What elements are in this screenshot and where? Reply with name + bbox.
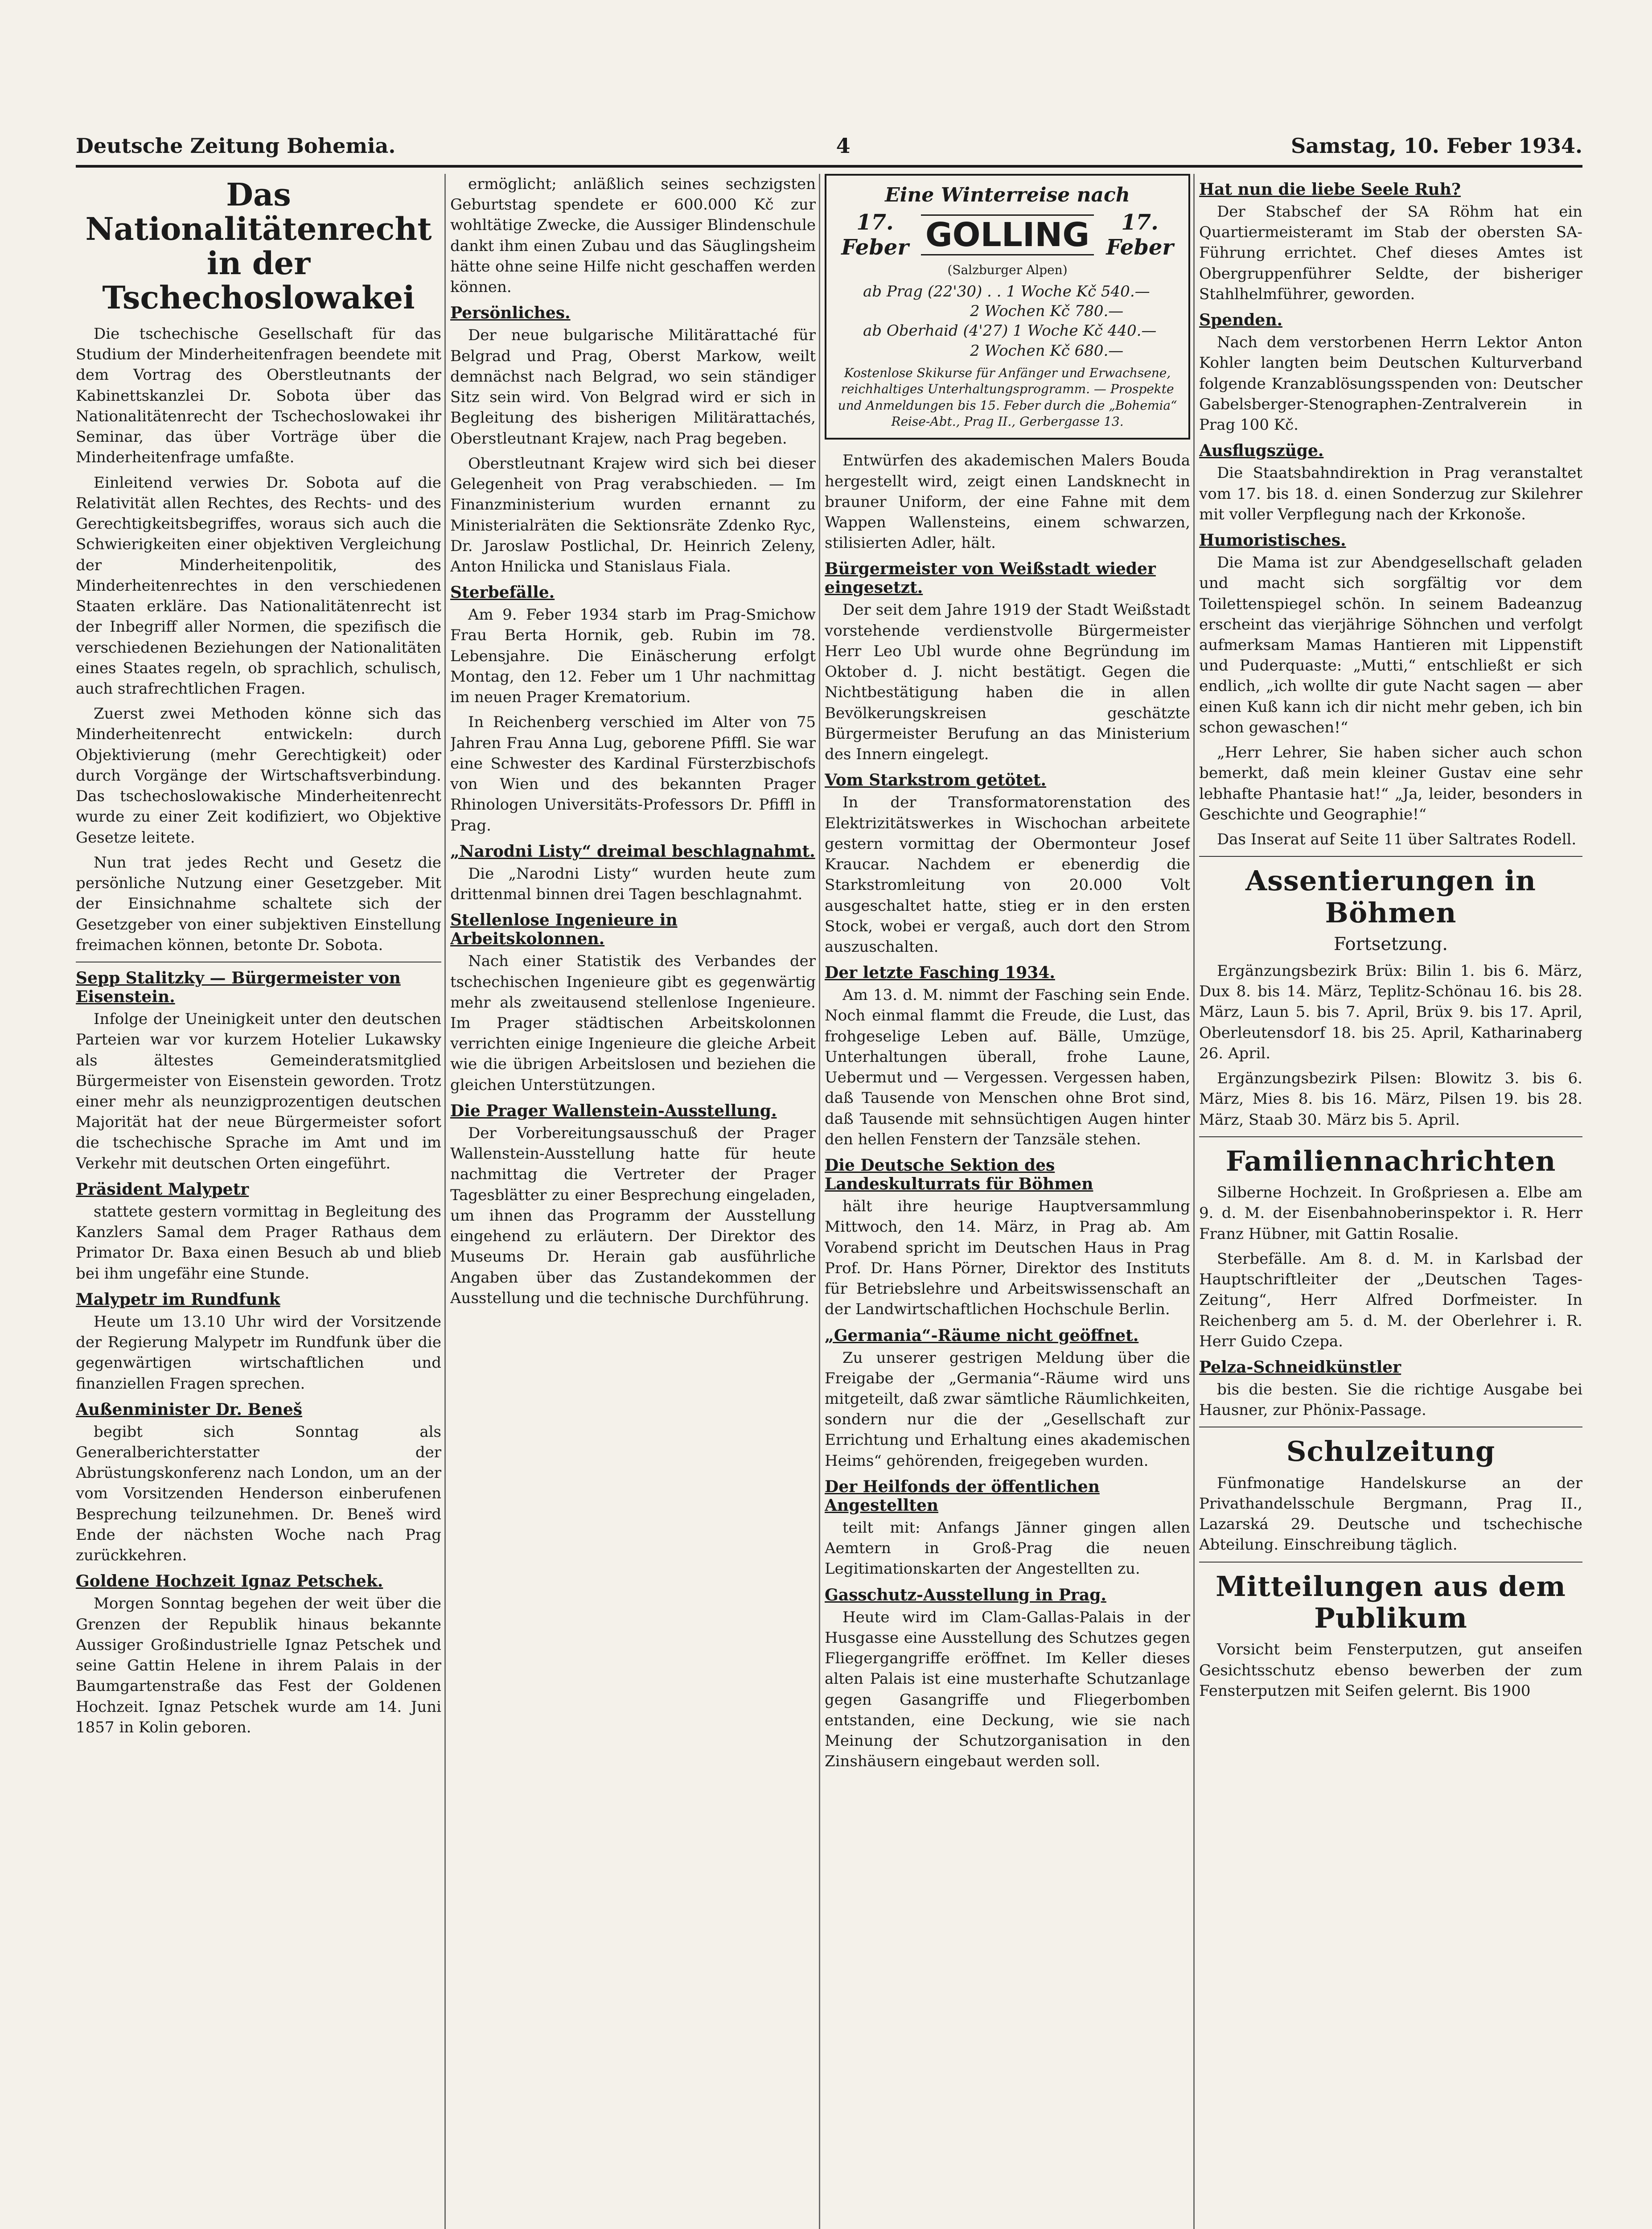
section-heading: Persönliches. — [450, 304, 571, 323]
section-heading: Sterbefälle. — [450, 583, 555, 602]
article-paragraph: Nach dem verstorbenen Herrn Lektor Anton Kohler langten beim Deutschen Kulturverband folgende Kranzablösungsspenden von: Deutscher Gabelsberger-Stenographen-Zentralverein in Prag 100 Kč. — [1199, 333, 1582, 434]
section-subtitle: Fortsetzung. — [1333, 934, 1448, 954]
article-lead: Die tschechische Gesellschaft für das Studium der Minderheitenfragen beendete mit dem Vortrag des Oberstleutnants der Kabinettskanzlei Dr. Sobota über das Nationalitätenrecht der Tschechoslowakei ihr Seminar, das über Vorträge über die Minderheitenfrage umfaßte. — [76, 325, 441, 467]
section-heading: Vom Starkstrom getötet. — [825, 771, 1047, 790]
article-paragraph: stattete gestern vormittag in Begleitung des Kanzlers Samal dem Prager Rathaus dem Primator Dr. Baxa einen Besuch ab und blieb bei ihm ungefähr eine Stunde. — [76, 1202, 441, 1283]
section-heading: „Narodni Listy“ dreimal beschlagnahmt. — [450, 842, 815, 861]
section-title-mitteilungen: Mitteilungen aus dem Publikum — [1216, 1570, 1566, 1634]
article-paragraph: Einleitend verwies Dr. Sobota auf die Relativität allen Rechtes, des Rechts- und des Gerechtigkeitsbegriffes, woraus sich auch die Schwierigkeiten einer objektiven Vergleichung der Minderheitenpolitik, des Minderheitenrechtes in den verschiedenen Staaten erkläre. Das Nationalitätenrecht ist der Inbegriff aller Normen, die spezifisch die verschiedenen Beziehungen der Nationalitäten eines Staates regeln, ob sprachlich, schulisch, auch strafrechtlichen Fragen. — [76, 473, 441, 698]
article-paragraph: Zu unserer gestrigen Meldung über die Freigabe der „Germania“-Räume wird uns mitgeteilt, daß zwar sämtliche Räumlichkeiten, sondern nur die der „Gesellschaft zur Errichtung und Erhaltung eines akademischen Heims“ gehörenden, freigegeben wurden. — [825, 1349, 1190, 1470]
section-heading: „Germania“-Räume nicht geöffnet. — [825, 1326, 1139, 1345]
section-heading: Pelza-Schneidkünstler — [1199, 1357, 1401, 1377]
section-heading: Humoristisches. — [1199, 531, 1346, 550]
section-title-schulzeitung: Schulzeitung — [1286, 1435, 1496, 1468]
article-paragraph: Ergänzungsbezirk Brüx: Bilin 1. bis 6. März, Dux 8. bis 14. März, Teplitz-Schönau 16. bis 28. März, Laun 5. bis 7. April, Brüx 9. bis 17. April, Oberleutensdorf 18. bis 25. April, Katharinaberg 26. April. — [1199, 962, 1582, 1062]
masthead — [76, 129, 1582, 158]
divider — [1199, 1136, 1582, 1137]
article-paragraph: Oberstleutnant Krajew wird sich bei dieser Gelegenheit von Prag verabschieden. — Im Finanzministerium wurden ernannt zu Ministerialräten die Sektionsräte Zdenko Ryc, Dr. Jaroslaw Postlichal, Dr. Heinrich Zeleny, Anton Hnilicka und Stanislaus Fiala. — [450, 454, 816, 576]
article-paragraph: Vorsicht beim Fensterputzen, gut anseifen Gesichtsschutz ebenso bewerben der zum Fensterputzen mit Seifen gelernt. Bis 1900 — [1199, 1641, 1582, 1700]
article-paragraph: Der neue bulgarische Militärattaché für Belgrad und Prag, Oberst Markow, weilt demnächst nach Belgrad, wo sein ständiger Sitz sein wird. Von Belgrad wird er sich in Begleitung des bisherigen Militärattachés, Oberstleutnant Krajew, nach Prag begeben. — [450, 326, 816, 448]
section-heading: Die Prager Wallenstein-Ausstellung. — [450, 1101, 777, 1120]
section-heading: Spenden. — [1199, 311, 1283, 330]
section-heading: Präsident Malypetr — [76, 1180, 249, 1199]
ad-price-line: ab Prag (22'30) . . 1 Woche Kč 540.— — [863, 283, 1150, 300]
ad-footer: Kostenlose Skikurse für Anfänger und Erwachsene, reichhaltiges Unterhaltungsprogramm. — Prospekte und Anmeldungen bis 15. Feber durch die „Bohemia“ Reise-Abt., Prag II., Gerbergasse 13. — [838, 365, 1177, 429]
page-number: 4 — [836, 134, 851, 158]
article-paragraph: Zuerst zwei Methoden könne sich das Minderheitenrecht entwickeln: durch Objektivierung (mehr Gerechtigkeit) oder durch Vorgänge der Wirtschaftsverbindung. Das tschechoslowakische Minderheitenrecht wurde zu einer Zeit kodifiziert, wo Objektive Gesetze leitete. — [76, 705, 441, 847]
article-paragraph: Der Vorbereitungsausschuß der Prager Wallenstein-Ausstellung hatte für heute nachmittag die Vertreter der Prager Tagesblätter zu einer Besprechung eingeladen, um ihnen das Programm der Ausstellung eingehend zu erläutern. Der Direktor des Museums Dr. Herain gab ausführliche Angaben über das Zustandekommen der Ausstellung und die technische Durchführung. — [450, 1124, 816, 1307]
ad-destination: GOLLING — [921, 214, 1094, 255]
ad-date-right: 17. Feber — [1106, 210, 1174, 260]
article-paragraph: Morgen Sonntag begehen der weit über die Grenzen der Republik hinaus bekannte Aussiger Großindustrielle Ignaz Petschek und seine Gattin Helene in ihrem Palais in der Baumgartenstraße das Fest der Goldenen Hochzeit. Ignaz Petschek wurde am 14. Juni 1857 in Kolin geboren. — [76, 1595, 441, 1736]
notice-paragraph: Das Inserat auf Seite 11 über Saltrates Rodell. — [1217, 831, 1577, 849]
article-paragraph: Entwürfen des akademischen Malers Bouda hergestellt wird, zeigt einen Landsknecht in brauner Uniform, der eine Fahne mit dem Wappen Wallensteins, einem schwarzen, stilisierten Adler, hält. — [825, 452, 1190, 552]
article-headline: Das Nationalitätenrecht in der Tschechoslowakei — [85, 176, 432, 316]
ad-price-line: 2 Wochen Kč 680.— — [970, 341, 1124, 360]
column-separator — [444, 174, 446, 2229]
article-paragraph: Am 13. d. M. nimmt der Fasching sein Ende. Noch einmal flammt die Freude, die Lust, das frohgeselige Leben auf. Bälle, Umzüge, Unterhaltungen überall, frohe Laune, Uebermut und — Vergessen. Vergessen haben, daß Tausende von Menschen ohne Brot sind, daß Tausende mit sehnsüchtigen Augen hinter den hellen Fenstern der Tanzsäle stehen. — [825, 986, 1190, 1148]
article-paragraph: „Herr Lehrer, Sie haben sicher auch schon bemerkt, daß mein kleiner Gustav eine sehr lebhafte Phantasie hat!“ „Ja, leider, besonders in Geschichte und Geographie!“ — [1199, 744, 1582, 823]
article-paragraph: Infolge der Uneinigkeit unter den deutschen Parteien war vor kurzem Hotelier Lukawsky als ältestes Gemeinderatsmitglied Bürgermeister von Eisenstein geworden. Trotz einer mehr als neunzigprozentigen deutschen Majorität hat der neue Bürgermeister sofort die tschechische Sprache im Amt und im Verkehr mit deutschen Orten eingeführt. — [76, 1010, 441, 1172]
article-paragraph: Der Stabschef der SA Röhm hat ein Quartiermeisteramt im Stab der obersten SA-Führung errichtet. Chef dieses Amtes ist Obergruppenführer Seldte, der bisheriger Stahlhelmführer, geworden. — [1199, 203, 1582, 303]
ad-subtitle: (Salzburger Alpen) — [947, 263, 1068, 277]
section-title-assentierungen: Assentierungen in Böhmen — [1245, 864, 1536, 929]
section-heading: Goldene Hochzeit Ignaz Petschek. — [76, 1572, 383, 1591]
article-paragraph: Die Mama ist zur Abendgesellschaft geladen und macht sich sorgfältig vor dem Toilettenspiegel schön. In seinem Badeanzug erscheint das vierjährige Söhnchen und verfolgt aufmerksam Mamas Hantieren mit Lippenstift und Puderquaste: „Mutti,“ entschließt er sich endlich, „ich wollte dir gute Nacht sagen — aber einen Kuß kann ich dir nicht mehr geben, ich bin schon gewaschen!“ — [1199, 554, 1582, 736]
article-paragraph: In Reichenberg verschied im Alter von 75 Jahren Frau Anna Lug, geborene Pfiffl. Sie war eine Schwester des Kardinal Fürsterzbischofs von Wien und des bekannten Prager Rhinologen Universitäts-Professors Dr. Pfiffl in Prag. — [450, 713, 816, 835]
ad-title: Eine Winterreise nach — [885, 184, 1130, 206]
section-heading: Die Deutsche Sektion des Landeskulturrats für Böhmen — [825, 1156, 1093, 1194]
masthead-rule — [76, 165, 1582, 168]
ad-main-line — [836, 210, 1179, 260]
article-paragraph: Nun trat jedes Recht und Gesetz die persönliche Nutzung einer Gesetzgeber. Mit der Einsichnahme schaltete sich der Gesetzgeber von einer subjektiven Einstellung freimachen können, betonte Dr. Sobota. — [76, 853, 441, 954]
section-heading: Malypetr im Rundfunk — [76, 1290, 280, 1309]
ad-price-line: ab Oberhaid (4'27) 1 Woche Kč 440.— — [863, 322, 1157, 340]
article-paragraph: Am 9. Feber 1934 starb im Prag-Smichow Frau Berta Hornik, geb. Rubin im 78. Lebensjahre. Die Einäscherung erfolgt Montag, den 12. Feber um 1 Uhr nachmittag im neuen Prager Krematorium. — [450, 606, 816, 707]
column-1 — [76, 174, 441, 2229]
section-heading: Bürgermeister von Weißstadt wieder eingesetzt. — [825, 559, 1156, 597]
divider — [1199, 856, 1582, 857]
column-separator — [1193, 174, 1195, 2229]
section-heading: Der letzte Fasching 1934. — [825, 963, 1055, 983]
article-paragraph: Die „Narodni Listy“ wurden heute zum drittenmal binnen drei Tagen beschlagnahmt. — [450, 864, 816, 904]
article-paragraph: Ergänzungsbezirk Pilsen: Blowitz 3. bis 6. März, Mies 8. bis 16. März, Pilsen 19. bis 28. März, Staab 30. März bis 5. April. — [1199, 1069, 1582, 1129]
article-paragraph: Die Staatsbahndirektion in Prag veranstaltet vom 17. bis 18. d. einen Sonderzug zur Skilehrer mit voller Verpflegung nach der Krkonoše. — [1199, 464, 1582, 523]
section-heading: Außenminister Dr. Beneš — [76, 1400, 303, 1419]
article-paragraph: In der Transformatorenstation des Elektrizitätswerkes in Wischochan arbeitete gestern vormittag der Obermonteur Josef Kraucar. Nachdem er ebenerdig die Starkstromleitung von 20.000 Volt ausgeschaltet hatte, stieg er in den ersten Stock, wobei er vergaß, auch dort den Strom auszuschalten. — [825, 794, 1190, 956]
section-heading: Stellenlose Ingenieure in Arbeitskolonnen. — [450, 911, 678, 949]
ad-date-left: 17. Feber — [841, 210, 909, 260]
section-title-familiennachrichten: Familiennachrichten — [1225, 1144, 1556, 1177]
article-paragraph: hält ihre heurige Hauptversammlung Mittwoch, den 14. März, in Prag ab. Am Vorabend spricht im Deutschen Haus in Prag Prof. Dr. Hans Pörner, Direktor des Instituts für Betriebslehre und Arbeitswissenschaft an der Landwirtschaftlichen Hochschule Berlin. — [825, 1197, 1190, 1319]
paper-name: Deutsche Zeitung Bohemia. — [76, 134, 396, 158]
column-2 — [450, 174, 816, 2229]
section-heading: Ausflugszüge. — [1199, 441, 1324, 461]
section-heading: Hat nun die liebe Seele Ruh? — [1199, 180, 1461, 199]
section-heading: Sepp Stalitzky — Bürgermeister von Eisenstein. — [76, 969, 401, 1007]
column-separator — [819, 174, 820, 2229]
article-paragraph: bis die besten. Sie die richtige Ausgabe bei Hausner, zur Phönix-Passage. — [1199, 1380, 1582, 1419]
ad-price-line: 2 Wochen Kč 780.— — [970, 302, 1124, 321]
issue-date: Samstag, 10. Feber 1934. — [1290, 134, 1582, 158]
article-paragraph: begibt sich Sonntag als Generalberichterstatter der Abrüstungskonferenz nach London, um an der vom Vorsitzenden Henderson einberufenen Besprechung teilzunehmen. Dr. Beneš wird Ende der nächsten Woche nach Prag zurückkehren. — [76, 1423, 441, 1565]
column-3 — [825, 174, 1190, 2229]
article-paragraph: Sterbefälle. Am 8. d. M. in Karlsbad der Hauptschriftleiter der „Deutschen Tages-Zeitung“, Herr Alfred Dorfmeister. In Reichenberg am 5. d. M. der Oberlehrer i. R. Herr Guido Czepa. — [1199, 1250, 1582, 1350]
divider — [1199, 1562, 1582, 1563]
article-paragraph: Nach einer Statistik des Verbandes der tschechischen Ingenieure gibt es gegenwärtig mehr als zweitausend stellenlose Ingenieure. Im Prager städtischen Arbeitskolonnen verrichten einige Ingenieure die gleiche Arbeit wie die übrigen Arbeitslosen und beziehen die gleichen Unterstützungen. — [450, 952, 816, 1094]
section-heading: Der Heilfonds der öffentlichen Angestellten — [825, 1477, 1100, 1515]
article-paragraph: Heute wird im Clam-Gallas-Palais in der Husgasse eine Ausstellung des Schutzes gegen Fliegergangriffe eröffnet. Im Keller dieses alten Palais ist eine musterhafte Schutzanlage gegen Gasangriffe und Fliegerbomben entstanden, eine Deckung, wie sie nach Meinung der Schutzorganisation in den Zinshäusern eingebaut werden soll. — [825, 1608, 1190, 1771]
column-4 — [1199, 174, 1582, 2229]
article-paragraph: Der seit dem Jahre 1919 der Stadt Weißstadt vorstehende verdienstvolle Bürgermeister Herr Leo Ubl wurde ohne Begründung im Oktober d. J. nicht bestätigt. Gegen die Nichtbestätigung haben die in allen Bevölkerungskreisen geschätzte Bürgermeister Berufung an das Ministerium des Innern eingelegt. — [825, 601, 1190, 764]
section-heading: Gasschutz-Ausstellung in Prag. — [825, 1585, 1106, 1604]
article-paragraph: Fünfmonatige Handelskurse an der Privathandelsschule Bergmann, Prag II., Lazarská 29. Deutsche und tschechische Abteilung. Einschreibung täglich. — [1199, 1474, 1582, 1554]
article-paragraph: teilt mit: Anfangs Jänner gingen allen Aemtern in Groß-Prag die neuen Legitimationskarten der Angestellten zu. — [825, 1518, 1190, 1578]
article-paragraph: ermöglicht; anläßlich seines sechzigsten Geburtstag spendete er 600.000 Kč zur wohltätige Zwecke, die Aussiger Blindenschule dankt ihm einen Zubau und das Säuglingsheim hätte ohne seine Hilfe nicht geschaffen werden können. — [450, 175, 816, 296]
article-paragraph: Heute um 13.10 Uhr wird der Vorsitzende der Regierung Malypetr im Rundfunk über die gegenwärtigen wirtschaftlichen und finanziellen Fragen sprechen. — [76, 1312, 441, 1393]
article-paragraph: Silberne Hochzeit. In Großpriesen a. Elbe am 9. d. M. der Eisenbahnoberinspektor i. R. Herr Franz Hübner, mit Gattin Rosalie. — [1199, 1184, 1582, 1243]
travel-advertisement — [825, 174, 1190, 440]
